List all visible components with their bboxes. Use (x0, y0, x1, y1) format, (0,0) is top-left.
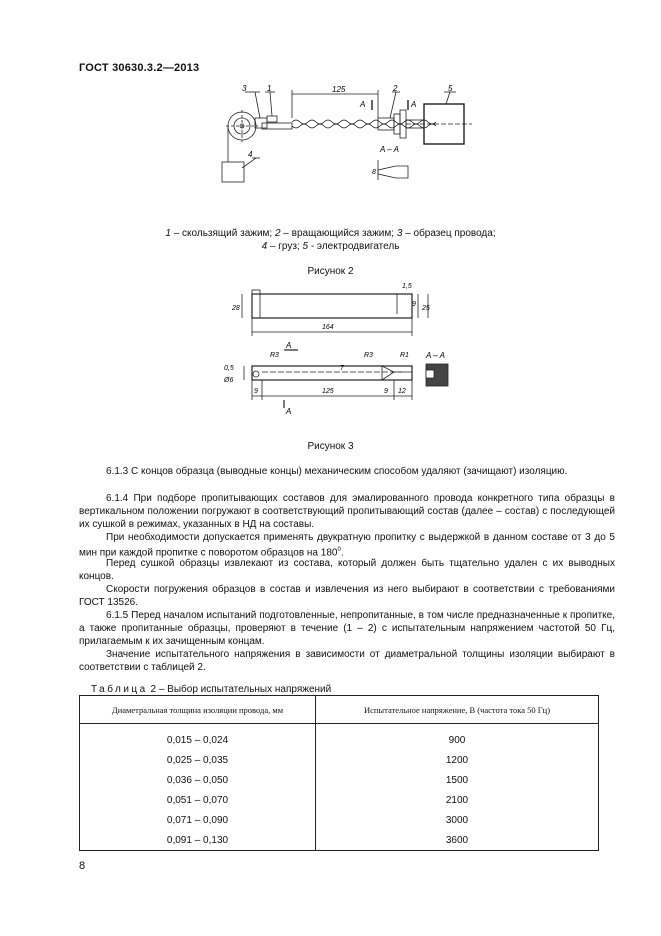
fig2-label-1: 1 (267, 84, 272, 93)
fig3-dim-25: 25 (422, 305, 430, 312)
table-cell-thickness: 0,036 – 0,050 (80, 770, 316, 790)
paragraph-drying: Перед сушкой образцы извлекают из состава, который должен быть тщательно удален с их выводных концов. (79, 558, 615, 582)
fig3-dim-12: 12 (398, 388, 406, 395)
page-number: 8 (79, 860, 86, 872)
fig2-section-dim: 8 (372, 169, 376, 176)
table-row (80, 810, 599, 830)
paragraph-6-1-4: 6.1.4 При подборе пропитывающих составов для эмалированного провода конкретного типа образцы в вертикальном положении погружают в соответствующий пропитывающий состав (далее – состав) с последующей их сушкой в режимах, указанных в НД на составы. (79, 493, 615, 530)
fig3-dim-7: 7 (340, 365, 344, 372)
fig3-dim-r1: R1 (400, 352, 409, 359)
table-row (80, 750, 599, 770)
fig3-section-mark-a-top: A (286, 341, 292, 350)
figure-3-title: Рисунок 3 (307, 441, 354, 452)
fig2-label-2: 2 (393, 84, 398, 93)
fig3-dim-r3a: R3 (270, 352, 279, 359)
figure-3-drawing (222, 280, 462, 415)
fig3-dim-9b: 9 (254, 388, 258, 395)
table-row (80, 724, 599, 751)
fig3-dim-125: 125 (322, 388, 334, 395)
fig2-label-5: 5 (448, 84, 453, 93)
paragraph-voltage-values: Значение испытательного напряжения в зависимости от диаметральной толщины изоляции выбирают в соответствии с таблицей 2. (79, 649, 615, 673)
table-cell-voltage: 1200 (316, 750, 599, 770)
paragraph-6-1-3: 6.1.3 С концов образца (выводные концы) механическим способом удаляют (зачищают) изоляцию. (106, 466, 568, 477)
paragraph-double-impregnation: При необходимости допускается применять двукратную пропитку с выдержкой в данном составе от 3 до 5 мин при каждой пропитке с поворотом образцов на $180^0$. (79, 532, 615, 559)
table-cell-thickness: 0,091 – 0,130 (80, 830, 316, 851)
figure-2-legend (0, 227, 661, 253)
figure-2-drawing (200, 80, 480, 190)
fig3-dim-0-5: 0,5 (224, 365, 234, 372)
table-header-thickness: Диаметральная толщина изоляции провода, мм (80, 696, 316, 724)
fig3-dim-9c: 9 (384, 388, 388, 395)
table-cell-thickness: 0,015 – 0,024 (80, 724, 316, 751)
fig3-section-label: A – A (426, 351, 445, 360)
table-cell-thickness: 0,025 – 0,035 (80, 750, 316, 770)
fig2-dim-125: 125 (332, 85, 346, 94)
fig3-dim-28: 28 (232, 305, 240, 312)
table-header-row (80, 696, 599, 724)
table-cell-voltage: 900 (316, 724, 599, 751)
fig3-dim-1-5: 1,5 (402, 283, 412, 290)
fig2-label-4: 4 (248, 150, 253, 159)
document-header: ГОСТ 30630.3.2—2013 (79, 62, 200, 74)
legend-line-1: 1 – скользящий зажим; 2 – вращающийся зажим; 3 – образец провода; (165, 228, 496, 239)
fig2-section-mark-a-left: A (360, 100, 366, 109)
table-2 (79, 695, 599, 851)
fig3-section-mark-a-bottom: A (286, 407, 292, 415)
table-cell-voltage: 1500 (316, 770, 599, 790)
table-cell-voltage: 3000 (316, 810, 599, 830)
paragraph-6-1-5: 6.1.5 Перед началом испытаний подготовленные, непропитанные, в том числе предназначенные к пропитке, а также пропитанные образцы, проверяют в течение (1 – 2) с испытательным напряжением частотой 50 Гц, прилагаемым к их зачищенным концам. (79, 610, 615, 647)
table-cell-thickness: 0,071 – 0,090 (80, 810, 316, 830)
table-row (80, 770, 599, 790)
table-row (80, 830, 599, 851)
fig2-section-mark-a-right: A (411, 100, 417, 109)
fig3-dim-164: 164 (322, 324, 334, 331)
fig2-label-3: 3 (242, 84, 247, 93)
table-cell-voltage: 2100 (316, 790, 599, 810)
table-row (80, 790, 599, 810)
fig3-dim-9a: 9 (412, 301, 416, 308)
legend-line-2: 4 – груз; 5 - электродвигатель (261, 241, 400, 252)
table-2-title: Таблица 2 – Выбор испытательных напряжений (91, 684, 332, 695)
paragraph-speeds: Скорости погружения образцов в состав и извлечения из него выбирают в соответствии с требованиями ГОСТ 13526. (79, 584, 615, 608)
table-header-voltage: Испытательное напряжение, В (частота тока 50 Гц) (316, 696, 599, 724)
table-cell-voltage: 3600 (316, 830, 599, 851)
table-cell-thickness: 0,051 – 0,070 (80, 790, 316, 810)
fig3-dim-r3b: R3 (364, 352, 373, 359)
fig3-dim-d6: Ø6 (224, 377, 234, 384)
figure-2-title: Рисунок 2 (307, 266, 354, 277)
fig2-section-label: A – A (380, 145, 399, 154)
